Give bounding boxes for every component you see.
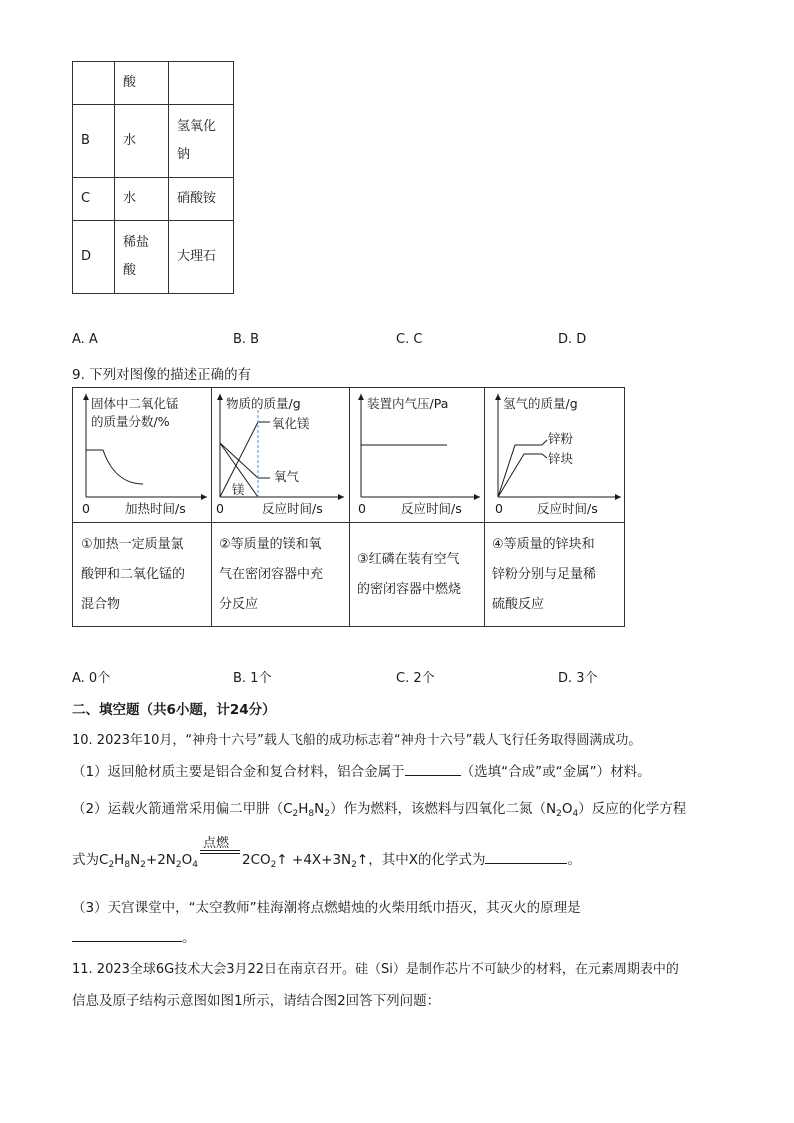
graph-3-ylabel: 装置内气压/Pa xyxy=(367,396,449,411)
q9-graph-table xyxy=(72,387,625,627)
formula-n2o4: $N_2O_4$ xyxy=(546,801,579,819)
q9-stem: 9. 下列对图像的描述正确的有 xyxy=(72,367,252,383)
graph-4-label-zinc-block: 锌块 xyxy=(548,451,574,466)
reaction-condition-arrow xyxy=(200,836,240,868)
graph-4-ylabel: 氢气的质量/g xyxy=(503,396,578,411)
graph-2-label-mgo: 氧化镁 xyxy=(272,416,310,431)
table-cell-letter: C xyxy=(73,178,115,221)
q8-choice-d[interactable]: D. D xyxy=(558,332,587,347)
q8-option-table xyxy=(72,61,234,294)
table-cell-reagent: 水 xyxy=(115,178,169,221)
q8-choice-c[interactable]: C. C xyxy=(396,332,423,347)
equation-reactants: $C_2H_8N_2+2N_2O_4$ xyxy=(99,852,199,870)
graph-2-xlabel: 反应时间/s xyxy=(262,501,323,516)
graph-2-mg-oxygen xyxy=(212,388,349,522)
graph-2-ylabel: 物质的质量/g xyxy=(226,396,301,411)
graph-3-xlabel: 反应时间/s xyxy=(401,501,462,516)
table-row xyxy=(73,105,234,178)
table-cell-letter xyxy=(73,62,115,105)
q8-choice-b[interactable]: B. B xyxy=(233,332,260,347)
reaction-condition: 点燃 xyxy=(203,836,230,851)
q10-part2-blank[interactable] xyxy=(485,849,567,864)
graph-4-hydrogen xyxy=(485,388,625,522)
q10-part3-answer-line: 。 xyxy=(72,926,196,946)
q9-choice-d[interactable]: D. 3个 xyxy=(558,671,598,686)
q9-choice-b[interactable]: B. 1个 xyxy=(233,671,272,686)
q10-part3: （3）天宫课堂中，“太空教师”桂海潮将点燃蜡烛的火柴用纸巾捂灭，其灭火的原理是 xyxy=(72,900,581,916)
q9-choice-a[interactable]: A. 0个 xyxy=(72,671,111,686)
graph-1-origin: 0 xyxy=(82,501,90,516)
section-2-title: 二、填空题（共6小题，计24分） xyxy=(72,702,276,718)
formula-c2h8n2: $C_2H_8N_2$ xyxy=(283,801,330,819)
graph-4-xlabel: 反应时间/s xyxy=(537,501,598,516)
graph-3-origin: 0 xyxy=(358,501,366,516)
q8-choice-a[interactable]: A. A xyxy=(72,332,98,347)
table-cell-reagent: 稀盐 酸 xyxy=(115,221,169,294)
table-cell-letter: D xyxy=(73,221,115,294)
graph-4-caption: ④等质量的锌块和 锌粉分别与足量稀 硫酸反应 xyxy=(492,537,597,612)
q9-choice-c[interactable]: C. 2个 xyxy=(396,671,435,686)
graph-3-pressure xyxy=(350,388,484,522)
graph-2-label-o2: 氧气 xyxy=(274,469,300,484)
graph-1-curve xyxy=(86,450,143,484)
q10-part2-line1: （2）运载火箭通常采用偏二甲肼$(C_2H_8N_2)$作为燃料，该燃料与四氧化二氮$(N_2O_4)$反应的化学方程 xyxy=(72,801,687,819)
graph-1-ylabel-line2: 的质量分数/% xyxy=(91,414,170,429)
table-cell-letter: B xyxy=(73,105,115,178)
graph-2-o2-line xyxy=(220,443,258,478)
graph-1-ylabel-line1: 固体中二氧化锰 xyxy=(91,396,179,411)
graph-1-xlabel: 加热时间/s xyxy=(125,501,186,516)
table-cell-substance: 硝酸铵 xyxy=(169,178,234,221)
table-cell-substance xyxy=(169,62,234,105)
q10-part3-blank[interactable] xyxy=(72,927,182,942)
graph-2-origin: 0 xyxy=(216,501,224,516)
table-cell-substance: 氢氧化 钠 xyxy=(169,105,234,178)
q10-stem: 10. 2023年10月，“神舟十六号”载人飞船的成功标志着“神舟十六号”载人飞行任务取得圆满成功。 xyxy=(72,733,642,748)
graph-1-mno2-fraction xyxy=(73,388,211,522)
graph-4-zinc-powder-line xyxy=(498,445,542,497)
equation-products: $2CO_2↑$ $+4X+3N_2↑$ xyxy=(242,852,369,870)
graph-2-caption: ②等质量的镁和氧 气在密闭容器中充 分反应 xyxy=(219,537,324,612)
graph-4-label-zinc-powder: 锌粉 xyxy=(548,431,574,446)
graph-2-label-mg: 镁 xyxy=(232,482,245,497)
q10-part1-blank[interactable] xyxy=(405,761,461,776)
graph-1-caption: ①加热一定质量氯 酸钾和二氧化锰的 混合物 xyxy=(81,537,186,612)
table-row xyxy=(73,221,234,294)
table-row xyxy=(73,178,234,221)
q11-line1: 11. 2023全球6G技术大会3月22日在南京召开。硅（Si）是制作芯片不可缺少的材料，在元素周期表中的 xyxy=(72,962,679,977)
table-cell-reagent: 水 xyxy=(115,105,169,178)
q10-part1: （1）返回舱材质主要是铝合金和复合材料，铝合金属于 （选填“合成”或“金属”）材料。 xyxy=(72,760,651,780)
graph-3-caption: ③红磷在装有空气 的密闭容器中燃烧 xyxy=(357,552,462,597)
q11-line2: 信息及原子结构示意图如图1所示，请结合图2回答下列问题： xyxy=(72,993,441,1009)
table-row xyxy=(73,62,234,105)
table-cell-reagent: 酸 xyxy=(115,62,169,105)
graph-4-origin: 0 xyxy=(495,501,503,516)
table-cell-substance: 大理石 xyxy=(169,221,234,294)
q10-part2-line2: 式为$C_2H_8N_2+2N_2O_4$ 点燃 $2CO_2↑$ $+4X+3N_2↑$，其中X的化学式为 。 xyxy=(72,848,581,870)
